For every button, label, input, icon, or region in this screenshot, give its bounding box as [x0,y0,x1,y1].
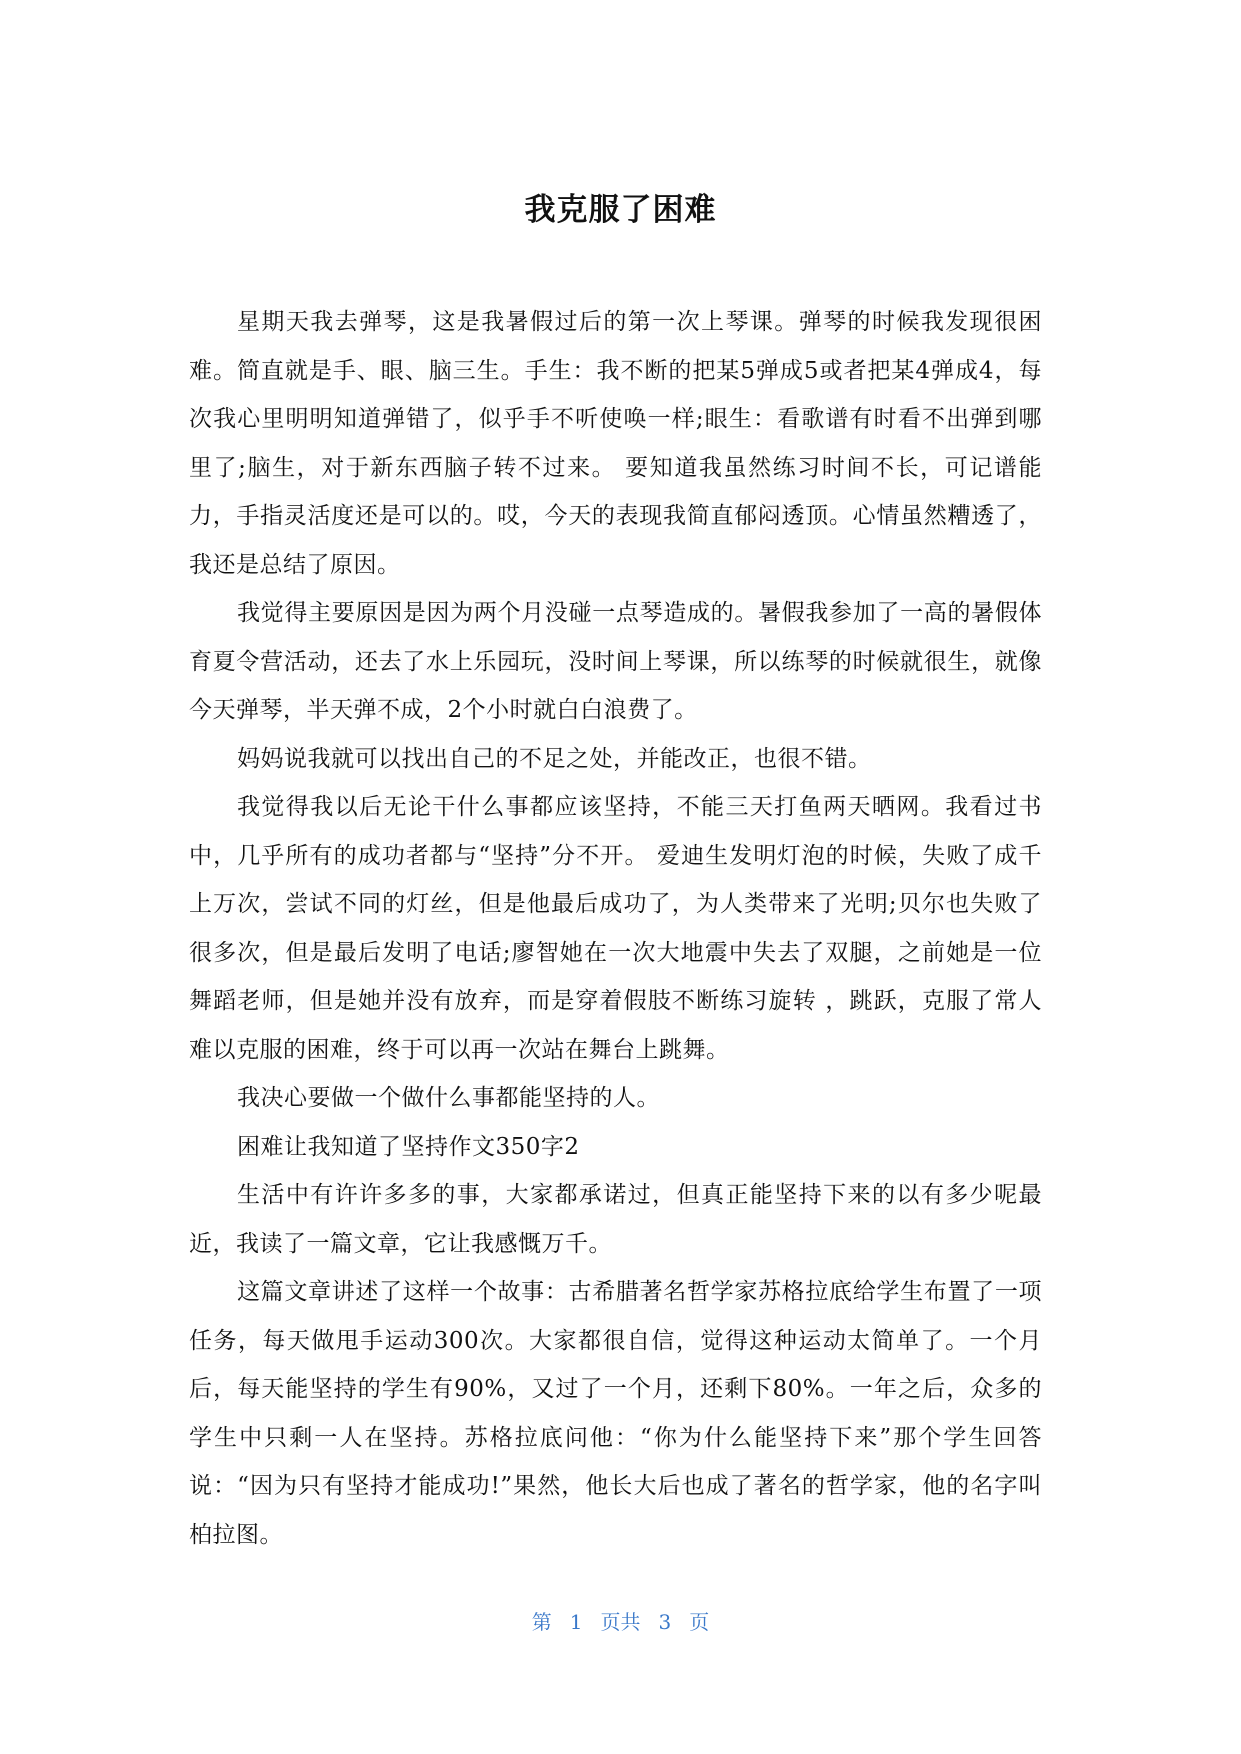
paragraph: 妈妈说我就可以找出自己的不足之处，并能改正，也很不错。 [237,745,872,772]
paragraph: 生活中有许许多多的事，大家都承诺过，但真正能坚持下来的以有多少呢最近，我读了一篇文章，它让我感慨万千。 [189,1182,1042,1257]
current-page-number: 1 [569,1610,583,1634]
paragraph: 我觉得主要原因是因为两个月没碰一点琴造成的。暑假我参加了一高的暑假体育夏令营活动，还去了水上乐园玩，没时间上琴课，所以练琴的时候就很生，就像今天弹琴，半天弹不成，2个小时就白白浪费了。 [189,600,1042,723]
paragraph: 我觉得我以后无论干什么事都应该坚持，不能三天打鱼两天晒网。我看过书中，几乎所有的成功者都与“坚持”分不开。 爱迪生发明灯泡的时候，失败了成千上万次，尝试不同的灯丝，但是他最后成功了，为人类带来了光明;贝尔也失败了很多次，但是最后发明了电话;廖智她在一次大地震中失去了双腿，之前她是一位舞蹈老师，但是她并没有放弃，而是穿着假肢不断练习旋转 ，跳跃，克服了常人难以克服的困难，终于可以再一次站在舞台上跳舞。 [189,794,1042,1063]
paragraph: 这篇文章讲述了这样一个故事：古希腊著名哲学家苏格拉底给学生布置了一项任务，每天做甩手运动300次。大家都很自信，觉得这种运动太简单了。一个月后，每天能坚持的学生有90%，又过了一个月，还剩下80%。一年之后，众多的学生中只剩一人在坚持。苏格拉底问他：“你为什么能坚持下来”那个学生回答说：“因为只有坚持才能成功!”果然，他长大后也成了著名的哲学家，他的名字叫柏拉图。 [189,1279,1042,1548]
paragraph: 星期天我去弹琴，这是我暑假过后的第一次上琴课。弹琴的时候我发现很困难。简直就是手、眼、脑三生。手生：我不断的把某5弹成5或者把某4弹成4，每次我心里明明知道弹错了，似乎手不听使唤一样;眼生：看歌谱有时看不出弹到哪里了;脑生，对于新东西脑子转不过来。 要知道我虽然练习时间不长，可记谱能力，手指灵活度还是可以的。哎，今天的表现我简直郁闷透顶。心情虽然糟透了，我还是总结了原因。 [189,309,1042,578]
page-title: 我克服了困难 [524,192,717,228]
page-label-prefix: 第 [531,1610,552,1634]
total-pages-number: 3 [658,1610,672,1634]
page-label-mid: 页共 [600,1610,641,1634]
paragraph: 我决心要做一个做什么事都能坚持的人。 [237,1085,660,1111]
section-subtitle: 困难让我知道了坚持作文350字2 [237,1133,580,1160]
page-label-suffix: 页 [689,1610,710,1634]
page-number-footer [0,1609,1241,1635]
document-body [189,298,1042,1559]
